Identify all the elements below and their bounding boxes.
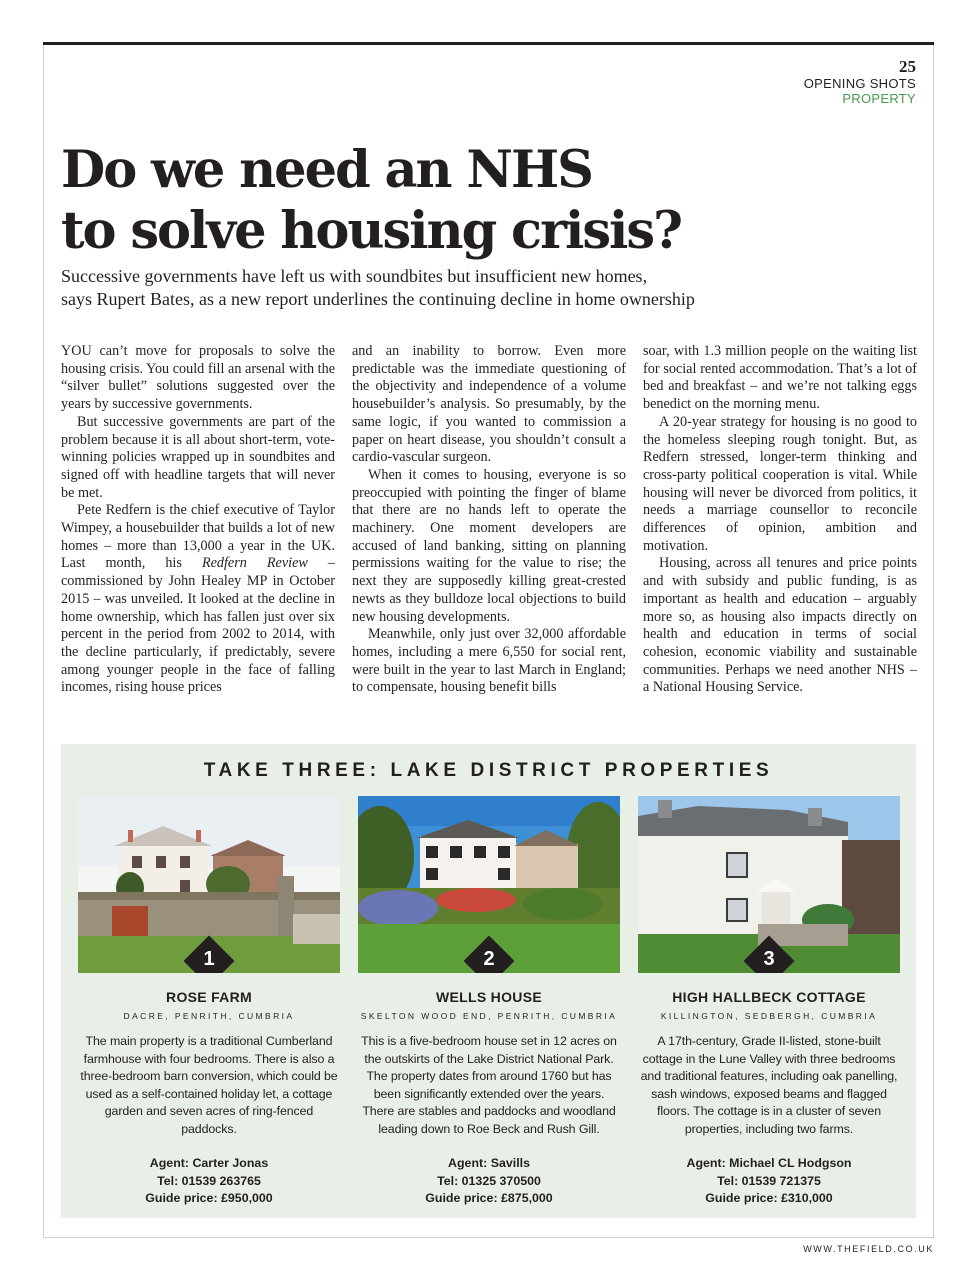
property-photo-high-hallbeck-cottage: [638, 796, 900, 973]
property-card-high-hallbeck-cottage: [638, 796, 900, 1208]
body-column-2: [352, 343, 626, 697]
property-number: 3: [763, 948, 775, 970]
property-number-badge: [744, 936, 794, 973]
property-name: ROSE FARM: [166, 989, 252, 1005]
property-contact: [78, 1155, 340, 1208]
take-three-title: TAKE THREE: LAKE DISTRICT PROPERTIES: [203, 760, 774, 781]
property-price: Guide price: £310,000: [705, 1191, 833, 1205]
property-description: The main property is a traditional Cumberland farmhouse with four bedrooms. There is also a three-bedroom barn conversion, which could be used as a self-contained holiday let, a cottage garden and seven acres of ring-fenced paddocks.: [80, 1034, 338, 1136]
property-name: HIGH HALLBECK COTTAGE: [672, 989, 866, 1005]
report-title: Redfern Review: [201, 555, 308, 572]
section-label: OPENING SHOTS: [803, 76, 916, 91]
top-rule: [43, 42, 934, 45]
page-frame-bottom: [43, 1237, 934, 1238]
paragraph-text: – commissioned by John Healey MP in October 2015 – was unveiled. It looked at the decline in home ownership, which has fallen just over six percent in the period from 2002 to 2014, with the decline particularly, if predictably, severe among younger people in the face of falling incomes, rising house prices: [61, 555, 335, 696]
paragraph: Housing, across all tenures and price points and with subsidy and public funding, is as important as health and education – arguably more so, as housing also impacts directly on health and education in terms of social cohesion, economic viability and sustainable communities. Perhaps we need another NHS – a National Housing Service.: [643, 555, 917, 696]
property-name: WELLS HOUSE: [436, 989, 542, 1005]
page-frame-left: [43, 45, 44, 1238]
property-number-badge: [184, 936, 234, 973]
property-location: DACRE, PENRITH, CUMBRIA: [123, 1011, 295, 1021]
paragraph: When it comes to housing, everyone is so preoccupied with pointing the finger of blame that there are no hands left to operate the machinery. One moment developers are accused of land banking, sitting on planning permissions waiting for the value to rise; the next they are supposedly killing great-crested newts as they bulldoze local objections to build new housing developments.: [352, 466, 626, 625]
property-agent: Agent: Carter Jonas: [149, 1156, 269, 1170]
property-agent: Agent: Savills: [448, 1156, 530, 1170]
standfirst-line-2: says Rupert Bates, as a new report underlines the continuing decline in home ownership: [61, 289, 695, 309]
property-contact: [358, 1155, 620, 1208]
property-card-wells-house: [358, 796, 620, 1208]
paragraph: and an inability to borrow. Even more predictable was the immediate questioning of the objectivity and independence of a volume housebuilder’s analysis. So presumably, by the same logic, if you wanted to commission a paper on heart disease, you shouldn’t consult a cardio-vascular surgeon.: [352, 343, 626, 466]
folio: [804, 58, 916, 106]
property-number: 1: [203, 948, 215, 970]
paragraph: [61, 502, 335, 697]
page-number: 25: [899, 57, 916, 76]
paragraph: YOU can’t move for proposals to solve the housing crisis. You could fill an arsenal with the “silver bullet” solutions suggested over the years by successive governments.: [61, 343, 335, 413]
page-frame-right: [933, 45, 934, 1238]
subsection-label: PROPERTY: [842, 91, 916, 106]
property-tel: Tel: 01539 263765: [157, 1173, 261, 1188]
body-column-1: [61, 343, 335, 697]
paragraph: soar, with 1.3 million people on the waiting list for social rented accommodation. That’s a lot of bed and breakfast – and we’re not talking eggs benedict on the morning menu.: [643, 343, 917, 413]
property-photo-wells-house: [358, 796, 620, 973]
property-photo-rose-farm: [78, 796, 340, 973]
property-card-rose-farm: [78, 796, 340, 1208]
body-column-3: [643, 343, 917, 697]
property-price: Guide price: £950,000: [145, 1191, 273, 1205]
paragraph: A 20-year strategy for housing is no good to the homeless sleeping rough tonight. But, as Redfern stressed, longer-term thinking and cross-party political cooperation is vital. While housing will never be divorced from politics, it needs a marriage counsellor to reconcile differences of opinion, ambition and motivation.: [643, 413, 917, 554]
website-url: WWW.THEFIELD.CO.UK: [803, 1244, 934, 1254]
property-description: This is a five-bedroom house set in 12 acres on the outskirts of the Lake District National Park. The property dates from around 1760 but has been significantly extended over the years. There are stables and paddocks and woodland leading down to Roe Beck and Rush Gill.: [361, 1034, 617, 1136]
paragraph: Meanwhile, only just over 32,000 affordable homes, including a mere 6,550 for social rent, were built in the year to last March in England; to compensate, housing benefit bills: [352, 626, 626, 696]
headline-line-1: Do we need an NHS: [61, 140, 593, 200]
headline: [61, 140, 921, 262]
property-tel: Tel: 01539 721375: [717, 1173, 821, 1188]
headline-line-2: to solve housing crisis?: [61, 201, 682, 261]
paragraph: But successive governments are part of the problem because it is all about short-term, vote-winning policies wrapped up in soundbites and signed off with headline targets that will never be met.: [61, 413, 335, 501]
standfirst: [61, 265, 921, 311]
property-price: Guide price: £875,000: [425, 1191, 553, 1205]
property-contact: [638, 1155, 900, 1208]
property-number-badge: [464, 936, 514, 973]
property-tel: Tel: 01325 370500: [437, 1173, 541, 1188]
paragraph-text: Pete Redfern is the chief executive of Taylor Wimpey, a housebuilder that builds a lot of new homes – more than 13,000 a year in the UK. Last month, his: [61, 502, 335, 572]
property-location: KILLINGTON, SEDBERGH, CUMBRIA: [660, 1011, 878, 1021]
property-description: A 17th-century, Grade II-listed, stone-built cottage in the Lune Valley with three bedrooms and traditional features, including oak panelling, sash windows, exposed beams and flagged floors. The cottage is in a cluster of seven properties, including two farms.: [640, 1034, 898, 1136]
property-location: SKELTON WOOD END, PENRITH, CUMBRIA: [360, 1011, 618, 1021]
property-number: 2: [483, 948, 495, 970]
standfirst-line-1: Successive governments have left us with soundbites but insufficient new homes,: [61, 266, 648, 286]
property-agent: Agent: Michael CL Hodgson: [686, 1156, 852, 1170]
